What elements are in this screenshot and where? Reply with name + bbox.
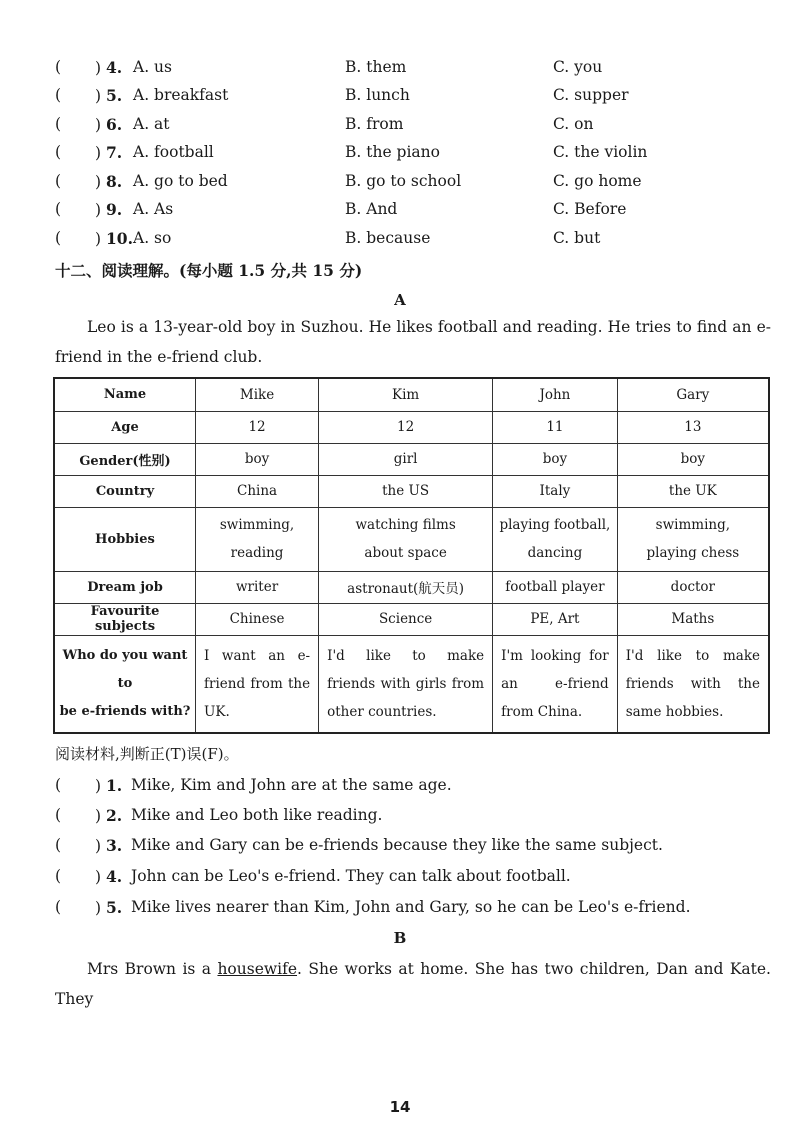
table-row-want (54, 635, 769, 733)
table-row-country (54, 475, 769, 507)
question-text: Mike and Leo both like reading. (131, 806, 383, 824)
option-c: C. Before (553, 200, 627, 218)
answer-paren-open: ( (55, 200, 62, 218)
answer-paren-close: ) 10. (95, 229, 133, 248)
question-number: 8. (106, 172, 123, 191)
row-header-hobbies: Hobbies (54, 507, 196, 571)
question-text: Mike, Kim and John are at the same age. (131, 776, 452, 794)
answer-paren-close: ) 4. (95, 58, 123, 77)
table-row-name (54, 378, 769, 411)
option-b: B. because (345, 229, 431, 247)
option-a: A. As (133, 200, 174, 218)
question-number: 2. (106, 806, 123, 825)
page-number: 14 (389, 1098, 411, 1116)
table-cell: 13 (617, 411, 769, 443)
answer-paren-open: ( (55, 898, 62, 916)
table-row-dream-job (54, 571, 769, 603)
answer-paren-close: ) 5. (95, 898, 123, 917)
table-cell: China (196, 475, 319, 507)
cell-line: about space (364, 545, 447, 561)
answer-paren-close: ) 4. (95, 867, 123, 886)
row-header-subjects: Favourite subjects (54, 603, 196, 635)
table-cell (319, 507, 493, 571)
table-cell: Mike (196, 378, 319, 411)
underlined-word: housewife (217, 960, 298, 978)
answer-paren-open: ( (55, 806, 62, 824)
answer-paren-open: ( (55, 86, 62, 104)
answer-paren-close: ) 6. (95, 115, 123, 134)
passage-b-label: B (393, 929, 407, 947)
answer-paren-open: ( (55, 172, 62, 190)
option-b: B. them (345, 58, 407, 76)
option-a: A. at (133, 115, 170, 133)
row-header-gender: Gender(性别) (54, 443, 196, 475)
table-cell: writer (196, 571, 319, 603)
passage-a-intro (55, 312, 771, 372)
cell-line: be e-friends with? (59, 703, 191, 719)
table-row-gender (54, 443, 769, 475)
row-header-age: Age (54, 411, 196, 443)
table-cell (617, 507, 769, 571)
answer-paren-close: ) 8. (95, 172, 123, 191)
table-row-age (54, 411, 769, 443)
table-cell: PE, Art (493, 603, 618, 635)
question-number: 5. (106, 86, 123, 105)
row-header-name: Name (54, 378, 196, 411)
question-number: 4. (106, 58, 123, 77)
table-cell: I want an e-friend from the UK. (196, 635, 319, 733)
answer-paren-open: ( (55, 229, 62, 247)
option-c: C. but (553, 229, 601, 247)
passage-a-label: A (394, 291, 406, 309)
section-title: 十二、阅读理解。(每小题 1.5 分,共 15 分) (55, 261, 363, 280)
table-cell: 11 (493, 411, 618, 443)
row-header-dream-job: Dream job (54, 571, 196, 603)
table-cell: Science (319, 603, 493, 635)
table-cell (493, 507, 618, 571)
question-number: 1. (106, 776, 123, 795)
cell-line: playing chess (646, 545, 740, 561)
cell-line: swimming, (655, 517, 731, 533)
table-cell: astronaut(航天员) (319, 571, 493, 603)
e-friend-table (53, 377, 770, 734)
table-cell: Kim (319, 378, 493, 411)
option-c: C. on (553, 115, 594, 133)
table-cell: girl (319, 443, 493, 475)
tf-question (55, 776, 775, 800)
answer-paren-close: ) 9. (95, 200, 123, 219)
table-cell: boy (196, 443, 319, 475)
cell-line: Who do you want to (62, 647, 188, 691)
table-cell: Maths (617, 603, 769, 635)
answer-paren-open: ( (55, 115, 62, 133)
option-b: B. the piano (345, 143, 440, 161)
option-c: C. supper (553, 86, 629, 104)
table-row-hobbies (54, 507, 769, 571)
answer-paren-close: ) 2. (95, 806, 123, 825)
row-header-want (54, 635, 196, 733)
question-text: John can be Leo's e-friend. They can talk about football. (131, 867, 571, 885)
question-number: 3. (106, 836, 123, 855)
choice-row (55, 86, 775, 110)
option-a: A. breakfast (133, 86, 229, 104)
option-b: B. go to school (345, 172, 462, 190)
choice-row (55, 229, 775, 253)
option-c: C. you (553, 58, 603, 76)
option-b: B. And (345, 200, 398, 218)
tf-question (55, 867, 775, 891)
option-b: B. from (345, 115, 404, 133)
question-text: Mike and Gary can be e-friends because they like the same subject. (131, 836, 663, 854)
table-cell: the US (319, 475, 493, 507)
cell-line: reading (230, 545, 284, 561)
passage-b-text (55, 954, 771, 1014)
answer-paren-close: ) 7. (95, 143, 123, 162)
table-cell: Gary (617, 378, 769, 411)
option-a: A. us (133, 58, 172, 76)
table-cell: Chinese (196, 603, 319, 635)
tf-question (55, 898, 775, 922)
choice-row (55, 115, 775, 139)
passage-a-text: Leo is a 13-year-old boy in Suzhou. He likes football and reading. He tries to find an e-friend in the e-friend club. (55, 318, 771, 366)
table-cell: 12 (319, 411, 493, 443)
table-cell: football player (493, 571, 618, 603)
passage-b-text-start: Mrs Brown is a (87, 960, 218, 978)
question-number: 5. (106, 898, 123, 917)
answer-paren-open: ( (55, 58, 62, 76)
table-cell (196, 507, 319, 571)
question-number: 9. (106, 200, 123, 219)
choice-row (55, 200, 775, 224)
cell-line: watching films (355, 517, 456, 533)
question-number: 4. (106, 867, 123, 886)
answer-paren-close: ) 3. (95, 836, 123, 855)
answer-paren-close: ) 1. (95, 776, 123, 795)
choice-row (55, 172, 775, 196)
table-cell: I'm looking for an e-friend from China. (493, 635, 618, 733)
row-header-country: Country (54, 475, 196, 507)
tf-question (55, 806, 775, 830)
question-number: 7. (106, 143, 123, 162)
tf-question (55, 836, 775, 860)
passage-b-text-end: . She works at home. She has two children, Dan and Kate. They (55, 960, 771, 1008)
cell-line: swimming, (219, 517, 295, 533)
answer-paren-open: ( (55, 836, 62, 854)
table-cell: boy (493, 443, 618, 475)
answer-paren-open: ( (55, 867, 62, 885)
answer-paren-open: ( (55, 776, 62, 794)
cell-line: playing football, (499, 517, 611, 533)
table-cell: I'd like to make friends with girls from other countries. (319, 635, 493, 733)
answer-paren-open: ( (55, 143, 62, 161)
table-cell: John (493, 378, 618, 411)
answer-paren-close: ) 5. (95, 86, 123, 105)
judge-instruction: 阅读材料,判断正(T)误(F)。 (55, 745, 239, 763)
option-a: A. so (133, 229, 172, 247)
table-cell: doctor (617, 571, 769, 603)
option-c: C. go home (553, 172, 642, 190)
table-cell: the UK (617, 475, 769, 507)
table-cell: Italy (493, 475, 618, 507)
option-c: C. the violin (553, 143, 648, 161)
choice-row (55, 58, 775, 82)
table-cell: 12 (196, 411, 319, 443)
table-row-subjects (54, 603, 769, 635)
option-a: A. go to bed (133, 172, 228, 190)
table-cell: boy (617, 443, 769, 475)
question-text: Mike lives nearer than Kim, John and Gary, so he can be Leo's e-friend. (131, 898, 691, 916)
question-number: 10. (106, 229, 133, 248)
cell-line: dancing (527, 545, 583, 561)
option-a: A. football (133, 143, 214, 161)
choice-row (55, 143, 775, 167)
option-b: B. lunch (345, 86, 410, 104)
question-number: 6. (106, 115, 123, 134)
table-cell: I'd like to make friends with the same hobbies. (617, 635, 769, 733)
